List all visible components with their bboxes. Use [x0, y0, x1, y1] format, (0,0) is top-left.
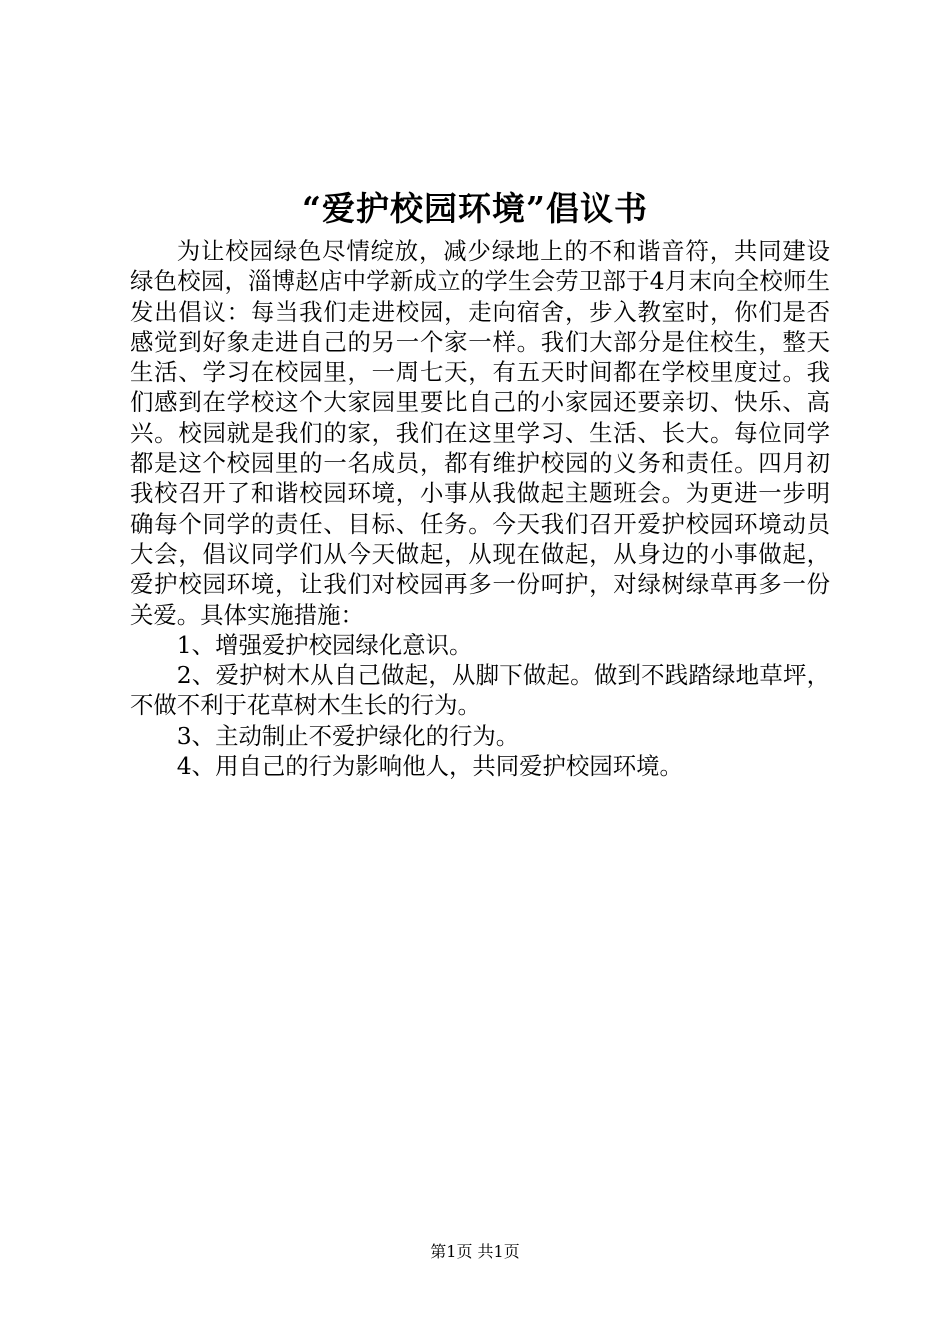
page-footer: 第1页 共1页: [430, 1242, 520, 1261]
document-body: [130, 236, 830, 781]
document-title: “爱护校园环境”倡议书: [302, 189, 648, 228]
paragraph-item-4: 4、用自己的行为影响他人，共同爱护校园环境。: [176, 752, 683, 781]
paragraph-item-1: 1、增强爱护校园绿化意识。: [176, 630, 473, 659]
paragraph-item-2: 2、爱护树木从自己做起，从脚下做起。做到不践踏绿地草坪，不做不利于花草树木生长的行为。: [130, 661, 830, 720]
paragraph-intro: 为让校园绿色尽情绽放，减少绿地上的不和谐音符，共同建设绿色校园，淄博赵店中学新成立的学生会劳卫部于4月末向全校师生发出倡议：每当我们走进校园，走向宿舍，步入教室时，你们是否感觉到好象走进自己的另一个家一样。我们大部分是住校生，整天生活、学习在校园里，一周七天，有五天时间都在学校里度过。我们感到在学校这个大家园里要比自己的小家园还要亲切、快乐、高兴。校园就是我们的家，我们在这里学习、生活、长大。每位同学都是这个校园里的一名成员，都有维护校园的义务和责任。四月初我校召开了和谐校园环境，小事从我做起主题班会。为更进一步明确每个同学的责任、目标、任务。今天我们召开爱护校园环境动员大会，倡议同学们从今天做起，从现在做起，从身边的小事做起，爱护校园环境，让我们对校园再多一份呵护，对绿树绿草再多一份关爱。具体实施措施：: [130, 237, 830, 629]
paragraph-item-3: 3、主动制止不爱护绿化的行为。: [176, 721, 520, 750]
